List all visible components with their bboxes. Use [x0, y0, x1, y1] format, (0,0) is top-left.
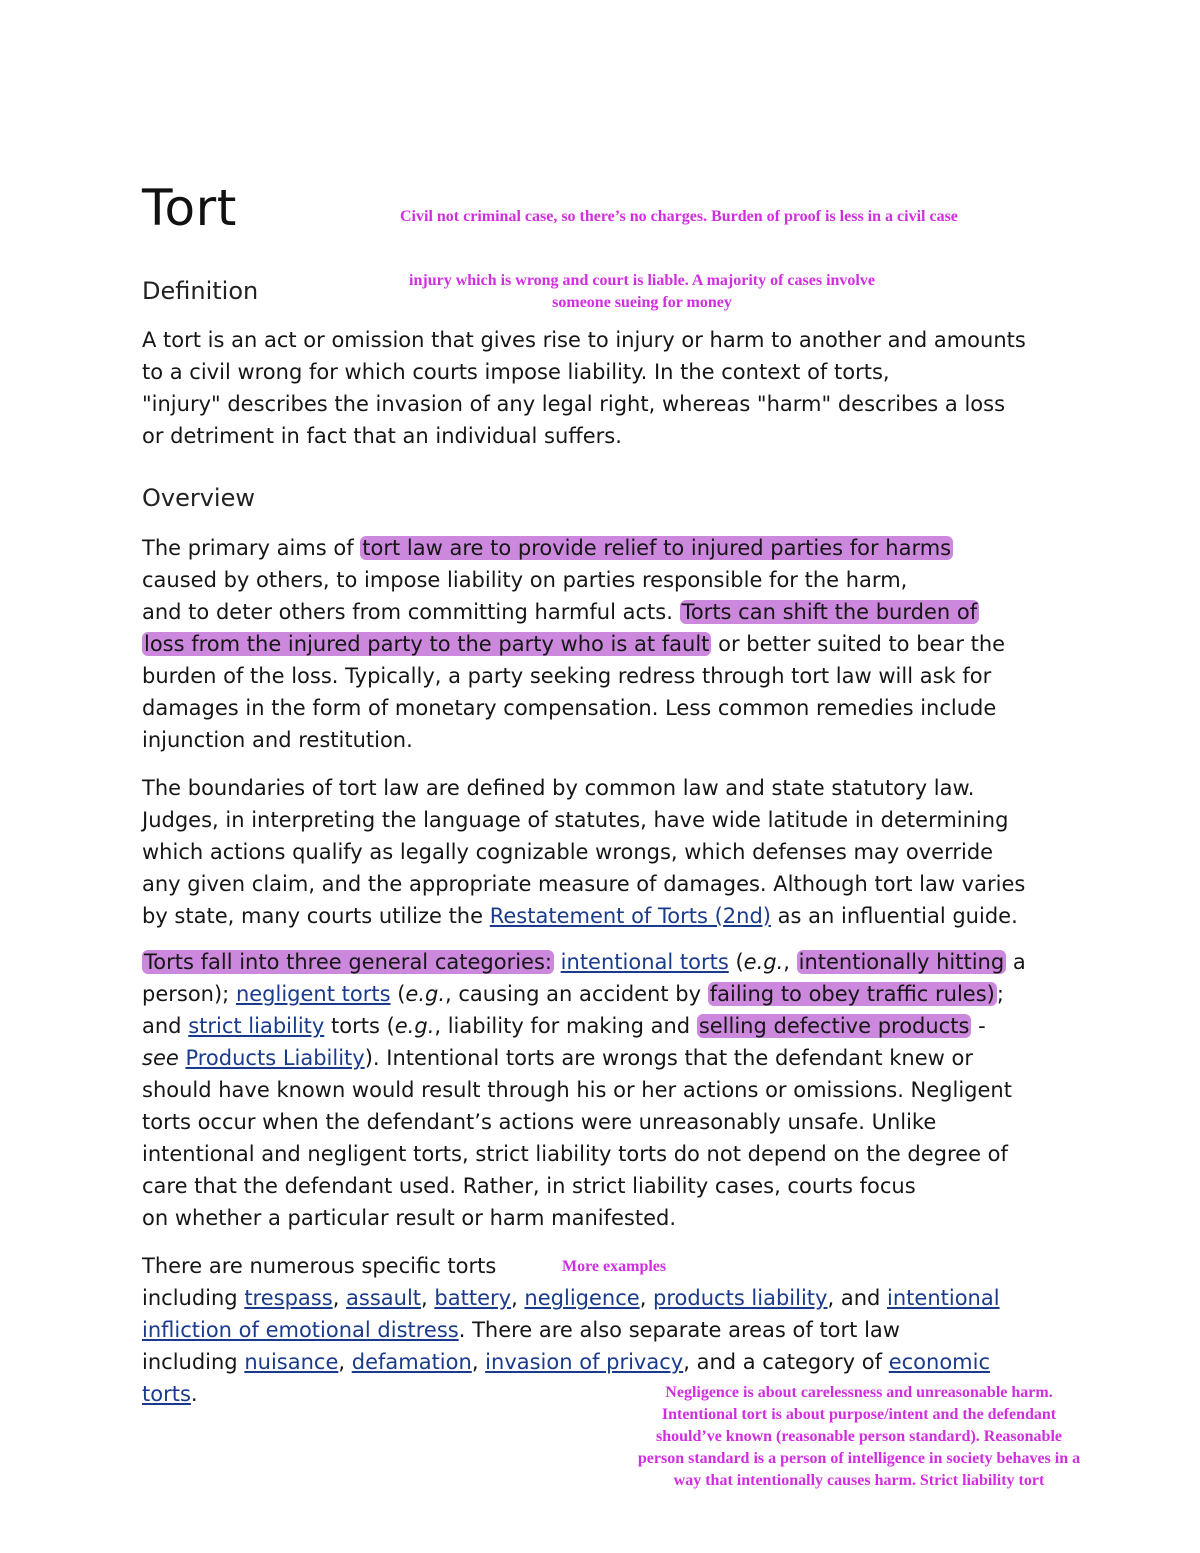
categories-line: care that the defendant used. Rather, in strict liability cases, courts focus	[142, 1174, 916, 1198]
document-title: Tort	[142, 179, 237, 237]
assault-link[interactable]: assault	[346, 1286, 422, 1310]
text-run: and	[142, 1014, 189, 1038]
boundaries-line: Judges, in interpreting the language of statutes, have wide latitude in determining	[142, 808, 1009, 832]
aims-paragraph	[142, 532, 1082, 756]
boundaries-line: any given claim, and the appropriate measure of damages. Although tort law varies	[142, 872, 1026, 896]
boundaries-line: The boundaries of tort law are defined by common law and state statutory law.	[142, 776, 975, 800]
restatement-link[interactable]: Restatement of Torts (2nd)	[489, 904, 771, 928]
text-run: The primary aims of	[142, 536, 361, 560]
aims-line: injunction and restitution.	[142, 728, 413, 752]
highlight-traffic: failing to obey traffic rules)	[709, 982, 995, 1006]
specific-line	[142, 1282, 1082, 1314]
text-run: ,	[421, 1286, 435, 1310]
categories-line	[142, 946, 1082, 978]
text-run: ,	[332, 1286, 347, 1310]
negligence-link[interactable]: negligence	[524, 1286, 640, 1310]
categories-line: torts occur when the defendant’s actions were unreasonably unsafe. Unlike	[142, 1110, 937, 1134]
categories-line	[142, 978, 1082, 1010]
eg-text: e.g.	[394, 1014, 435, 1038]
economic-torts-link[interactable]: economic	[888, 1350, 991, 1374]
categories-line	[142, 1042, 1082, 1074]
definition-line: to a civil wrong for which courts impose liability. In the context of torts,	[142, 360, 890, 384]
products-liability-link-2[interactable]: products liability	[653, 1286, 828, 1310]
aims-line: damages in the form of monetary compensation. Less common remedies include	[142, 696, 997, 720]
boundaries-paragraph	[142, 772, 1082, 932]
intentional-torts-link[interactable]: intentional torts	[560, 950, 729, 974]
definition-paragraph	[142, 324, 1082, 452]
annotation-civil: Civil not criminal case, so there’s no charges. Burden of proof is less in a civil case	[400, 208, 958, 225]
boundaries-line: which actions qualify as legally cognizable wrongs, which defenses may override	[142, 840, 994, 864]
intentional-infliction-link[interactable]: intentional	[887, 1286, 1000, 1310]
categories-line: intentional and negligent torts, strict liability torts do not depend on the degree of	[142, 1142, 1008, 1166]
text-run: by state, many courts utilize the	[142, 904, 490, 928]
negligent-torts-link[interactable]: negligent torts	[235, 982, 391, 1006]
text-run: including	[142, 1350, 245, 1374]
nuisance-link[interactable]: nuisance	[244, 1350, 339, 1374]
text-run: ,	[471, 1350, 486, 1374]
overview-heading: Overview	[142, 484, 255, 512]
annotation-negligence-line: Negligence is about carelessness and unreasonable harm.	[665, 1384, 1053, 1401]
text-run: , and a category of	[683, 1350, 889, 1374]
economic-torts-link-cont[interactable]: torts	[142, 1382, 191, 1406]
highlight-burden: Torts can shift the burden of	[681, 600, 978, 624]
text-run: and to deter others from committing harmful acts.	[142, 600, 680, 624]
text-run: , causing an accident by	[445, 982, 708, 1006]
categories-line: should have known would result through his or her actions or omissions. Negligent	[142, 1078, 1012, 1102]
text-run: , liability for making and	[434, 1014, 697, 1038]
specific-line	[142, 1314, 1082, 1346]
categories-line: on whether a particular result or harm manifested.	[142, 1206, 677, 1230]
annotation-injury	[300, 270, 984, 314]
categories-line	[142, 1010, 1082, 1042]
categories-paragraph	[142, 946, 1082, 1234]
annotation-negligence-line: person standard is a person of intelligence in society behaves in a	[637, 1450, 1081, 1467]
text-run: torts (	[324, 1014, 395, 1038]
text-run: ,	[338, 1350, 352, 1374]
annotation-injury-line: someone sueing for money	[552, 294, 732, 311]
text-run: ;	[996, 982, 1004, 1006]
definition-line: or detriment in fact that an individual suffers.	[142, 424, 622, 448]
definition-line: A tort is an act or omission that gives rise to injury or harm to another and amounts	[142, 328, 1026, 352]
annotation-negligence-line: Intentional tort is about purpose/intent and the defendant	[661, 1406, 1057, 1423]
highlight-categories: Torts fall into three general categories:	[144, 950, 552, 974]
annotation-negligence-line: should’ve known (reasonable person standard). Reasonable	[656, 1428, 1062, 1445]
definition-line: "injury" describes the invasion of any legal right, whereas "harm" describes a loss	[142, 392, 1006, 416]
highlight-defective: selling defective products	[698, 1014, 970, 1038]
text-run: .	[190, 1382, 198, 1406]
text-run: as an influential guide.	[770, 904, 1018, 928]
highlight-hitting: intentionally hitting	[798, 950, 1005, 974]
text-run: including	[142, 1286, 245, 1310]
text-run: , and	[827, 1286, 888, 1310]
defamation-link[interactable]: defamation	[351, 1350, 472, 1374]
highlight-aims: tort law are to provide relief to injured parties for harms	[362, 536, 952, 560]
strict-liability-link[interactable]: strict liability	[188, 1014, 325, 1038]
aims-line: burden of the loss. Typically, a party seeking redress through tort law will ask for	[142, 664, 992, 688]
text-run: ,	[783, 950, 797, 974]
annotation-negligence-line: way that intentionally causes harm. Strict liability tort	[673, 1472, 1045, 1489]
text-run: person);	[142, 982, 236, 1006]
annotation-more-examples: More examples	[562, 1258, 667, 1275]
text-run: . There are also separate areas of tort law	[458, 1318, 900, 1342]
aims-line	[142, 596, 1082, 628]
text-run: (	[390, 982, 406, 1006]
annotation-injury-line: injury which is wrong and court is liable. A majority of cases involve	[409, 272, 875, 289]
boundaries-line	[142, 900, 1082, 932]
text-run: or better suited to bear the	[711, 632, 1006, 656]
definition-heading: Definition	[142, 277, 259, 305]
highlight-loss: loss from the injured party to the party who is at fault	[144, 632, 710, 656]
text-run: (	[728, 950, 744, 974]
aims-line: caused by others, to impose liability on parties responsible for the harm,	[142, 568, 908, 592]
invasion-of-privacy-link[interactable]: invasion of privacy	[485, 1350, 684, 1374]
text-run: -	[971, 1014, 986, 1038]
see-text: see	[142, 1046, 179, 1070]
text-run: ,	[511, 1286, 525, 1310]
aims-line	[142, 628, 1082, 660]
specific-line	[142, 1346, 1082, 1378]
specific-line: There are numerous specific torts	[142, 1254, 497, 1278]
eg-text: e.g.	[405, 982, 446, 1006]
trespass-link[interactable]: trespass	[244, 1286, 333, 1310]
eg-text: e.g.	[743, 950, 784, 974]
text-run: a	[1006, 950, 1026, 974]
battery-link[interactable]: battery	[434, 1286, 512, 1310]
products-liability-link[interactable]: Products Liability	[185, 1046, 365, 1070]
intentional-infliction-link-cont[interactable]: infliction of emotional distress	[142, 1318, 459, 1342]
text-run: ,	[639, 1286, 654, 1310]
text-run: ). Intentional torts are wrongs that the defendant knew or	[364, 1046, 973, 1070]
aims-line	[142, 532, 1082, 564]
annotation-negligence	[596, 1382, 1122, 1492]
